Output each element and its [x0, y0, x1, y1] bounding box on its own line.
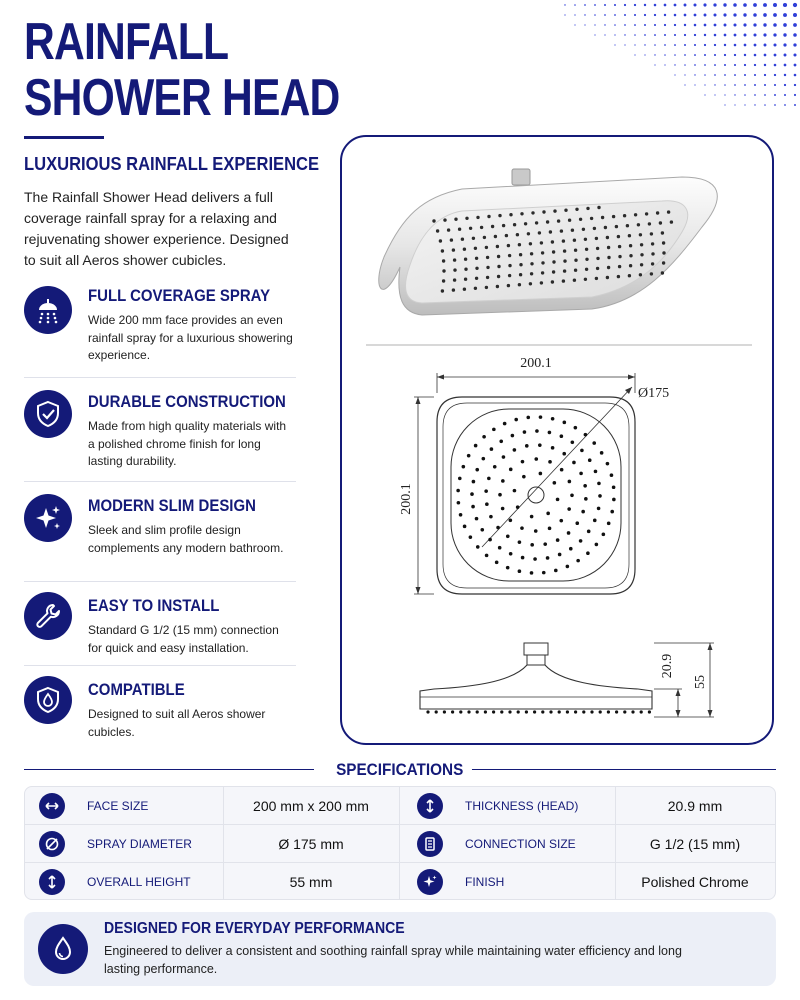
- technical-drawing: [342, 137, 772, 743]
- spec-value: 200 mm x 200 mm: [253, 797, 369, 814]
- spec-value: Ø 175 mm: [278, 835, 344, 852]
- water-drop-icon: [38, 924, 88, 974]
- spec-row: [25, 787, 775, 825]
- overall-height-dimension-label: 55: [693, 675, 708, 689]
- feature-item: [24, 378, 296, 482]
- spec-label: THICKNESS (HEAD): [465, 798, 579, 813]
- spec-row: [25, 825, 775, 863]
- performance-banner: [24, 912, 776, 986]
- height-arrows-icon: [417, 793, 443, 819]
- feature-title: MODERN SLIM DESIGN: [88, 496, 256, 515]
- feature-item: [24, 666, 296, 748]
- feature-list: [24, 276, 296, 748]
- feature-title: FULL COVERAGE SPRAY: [88, 286, 271, 305]
- title-underline: [24, 136, 104, 139]
- sparkle-icon: [24, 494, 72, 542]
- spec-value: 55 mm: [289, 873, 333, 890]
- spec-label: FINISH: [465, 874, 505, 889]
- product-drawing-panel: [340, 135, 774, 745]
- width-dimension-label: 200.1: [520, 356, 552, 371]
- spec-value: 20.9 mm: [667, 797, 723, 814]
- performance-title: DESIGNED FOR EVERYDAY PERFORMANCE: [104, 920, 405, 937]
- width-arrows-icon: [39, 793, 65, 819]
- feature-item: [24, 582, 296, 666]
- shield-check-icon: [24, 390, 72, 438]
- dot-pattern-decoration: [560, 0, 800, 110]
- performance-desc: Engineered to deliver a consistent and soothing rainfall spray while maintaining water efficiency and long lasting performance.: [104, 944, 682, 976]
- feature-desc: Designed to suit all Aeros shower cubicles.: [88, 707, 266, 739]
- subheading: LUXURIOUS RAINFALL EXPERIENCE: [24, 154, 320, 174]
- spec-value: G 1/2 (15 mm): [649, 835, 741, 852]
- spec-label: CONNECTION SIZE: [465, 836, 576, 851]
- feature-item: [24, 276, 296, 378]
- spec-label: OVERALL HEIGHT: [87, 874, 191, 889]
- head-thickness-dimension-label: 20.9: [660, 653, 675, 679]
- specifications-heading-row: [24, 760, 776, 780]
- diameter-dimension-label: Ø175: [638, 386, 670, 401]
- wrench-icon: [24, 592, 72, 640]
- feature-desc: Made from high quality materials with a polished chrome finish for long lasting durability.: [88, 419, 287, 468]
- specifications-table: [24, 786, 776, 900]
- page-title: RAINFALL SHOWER HEAD: [24, 13, 340, 127]
- spec-label: SPRAY DIAMETER: [87, 836, 192, 851]
- feature-desc: Wide 200 mm face provides an even rainfall spray for a luxurious showering experience.: [88, 313, 293, 362]
- shower-head-photo: [379, 169, 718, 315]
- intro-text: The Rainfall Shower Head delivers a full coverage rainfall spray for a relaxing and rejuvenating shower experience. Designed to suit all Aeros shower cubicles.: [24, 189, 289, 268]
- shield-drop-icon: [24, 676, 72, 724]
- height-arrows-icon: [39, 869, 65, 895]
- sparkle-icon: [417, 869, 443, 895]
- feature-desc: Standard G 1/2 (15 mm) connection for quick and easy installation.: [88, 623, 279, 655]
- specifications-heading: SPECIFICATIONS: [24, 760, 776, 780]
- height-dimension-label: 200.1: [399, 483, 414, 515]
- shower-icon: [24, 286, 72, 334]
- spec-label: FACE SIZE: [87, 798, 149, 813]
- spec-value: Polished Chrome: [641, 873, 749, 890]
- feature-title: COMPATIBLE: [88, 680, 185, 699]
- feature-title: EASY TO INSTALL: [88, 596, 220, 615]
- top-view-drawing: [414, 373, 635, 594]
- diameter-icon: [39, 831, 65, 857]
- feature-title: DURABLE CONSTRUCTION: [88, 392, 286, 411]
- spec-row: [25, 863, 775, 901]
- connection-icon: [417, 831, 443, 857]
- feature-item: [24, 482, 296, 582]
- feature-desc: Sleek and slim profile design complements any modern bathroom.: [88, 523, 284, 555]
